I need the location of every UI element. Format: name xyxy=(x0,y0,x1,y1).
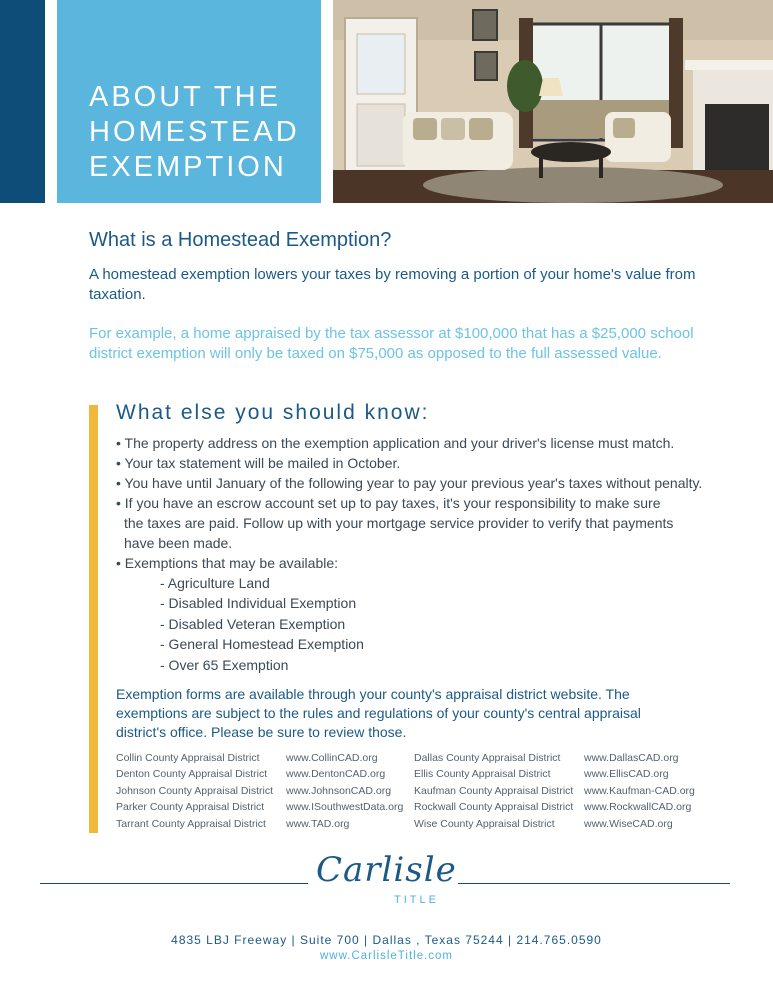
district-website: www.DentonCAD.org xyxy=(286,768,386,781)
list-item: • Exemptions that may be available: xyxy=(116,555,339,571)
title-line-2: HOMESTEAD xyxy=(89,116,300,148)
header-navy-bar xyxy=(0,0,45,203)
district-name: Denton County Appraisal District xyxy=(116,768,268,781)
district-website: www.DallasCAD.org xyxy=(584,752,679,764)
list-item: • If you have an escrow account set up to pay taxes, it's your responsibility to make sure xyxy=(116,495,661,511)
district-name: Parker County Appraisal District xyxy=(116,801,265,814)
footer-website-link[interactable]: www.CarlisleTitle.com xyxy=(319,950,454,962)
table-row xyxy=(116,801,694,817)
district-name: Dallas County Appraisal District xyxy=(414,752,561,764)
table-row xyxy=(116,752,694,768)
intro-paragraph: A homestead exemption lowers your taxes by removing a portion of your home's value from taxation. xyxy=(89,266,696,303)
district-name: Ellis County Appraisal District xyxy=(414,768,551,781)
district-website: www.JohnsonCAD.org xyxy=(286,784,392,797)
district-website: www.Kaufman-CAD.org xyxy=(584,784,695,797)
exemption-item: - General Homestead Exemption xyxy=(160,636,364,653)
district-name: Rockwall County Appraisal District xyxy=(414,801,574,814)
accent-bar xyxy=(89,405,98,833)
footer-address: 4835 LBJ Freeway | Suite 700 | Dallas , Texas 75244 | 214.765.0590 xyxy=(171,933,602,947)
section-heading-what-is: What is a Homestead Exemption? xyxy=(89,229,392,251)
table-row xyxy=(116,785,694,801)
example-paragraph: For example, a home appraised by the tax assessor at $100,000 that has a $25,000 school district exemption will only be taxed on $75,000 as opposed to the full assessed value. xyxy=(89,325,694,362)
exemption-item: - Agriculture Land xyxy=(160,575,270,591)
list-item: • The property address on the exemption application and your driver's license must match. xyxy=(116,435,675,451)
logo-wordmark: Carlisle xyxy=(316,850,457,890)
district-website: www.CollinCAD.org xyxy=(286,752,378,764)
footer-rule-left xyxy=(40,883,308,884)
logo-subtitle: TITLE xyxy=(394,894,439,906)
info-list xyxy=(116,433,756,675)
list-item: • You have until January of the following year to pay your previous year's taxes without penalty. xyxy=(116,475,703,491)
title-block xyxy=(57,0,321,203)
section-heading-what-else: What else you should know: xyxy=(116,401,430,424)
page-title xyxy=(89,80,300,185)
district-website: www.TAD.org xyxy=(286,817,350,830)
district-name: Johnson County Appraisal District xyxy=(116,784,273,797)
carlisle-title-logo xyxy=(312,850,457,912)
list-item-continuation: have been made. xyxy=(124,535,233,551)
exemption-item: - Disabled Individual Exemption xyxy=(160,595,357,612)
district-website: www.EllisCAD.org xyxy=(584,768,669,781)
exemption-item: - Disabled Veteran Exemption xyxy=(160,615,346,632)
forms-note: Exemption forms are available through your county's appraisal district website. The exemptions are subject to the rules and regulations of your county's central appraisal district's office. Please be sure to review those. xyxy=(116,686,641,740)
district-name: Kaufman County Appraisal District xyxy=(414,784,574,797)
district-website: www.RockwallCAD.org xyxy=(584,801,692,814)
list-item-continuation: the taxes are paid. Follow up with your mortgage service provider to verify that payments xyxy=(124,515,674,531)
title-line-3: EXEMPTION xyxy=(89,151,287,183)
table-row xyxy=(116,768,694,784)
appraisal-district-table xyxy=(116,752,694,834)
district-website: www.WiseCAD.org xyxy=(584,817,673,830)
table-row xyxy=(116,818,694,834)
exemption-item: - Over 65 Exemption xyxy=(160,656,289,673)
district-name: Tarrant County Appraisal District xyxy=(116,817,266,830)
list-item: • Your tax statement will be mailed in October. xyxy=(116,455,401,471)
living-room-photo xyxy=(333,0,773,203)
district-website: www.ISouthwestData.org xyxy=(286,801,404,814)
district-name: Wise County Appraisal District xyxy=(414,817,555,830)
footer-rule-right xyxy=(458,883,730,884)
district-name: Collin County Appraisal District xyxy=(116,752,260,764)
title-line-1: ABOUT THE xyxy=(89,81,281,113)
